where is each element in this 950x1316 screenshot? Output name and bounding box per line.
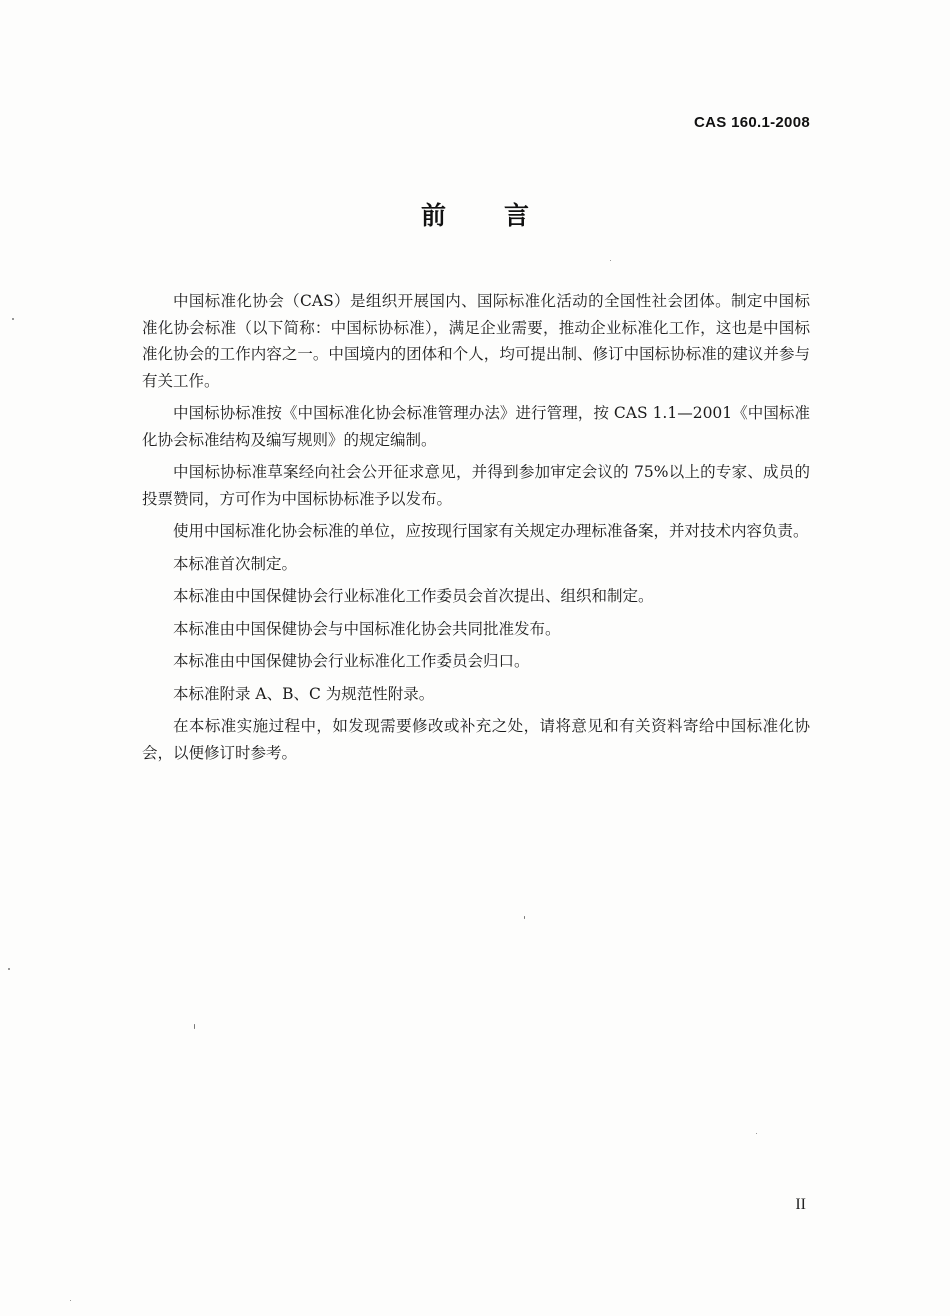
paragraph-usage: 使用中国标准化协会标准的单位，应按现行国家有关规定办理标准备案，并对技术内容负责。: [173, 522, 809, 540]
paragraph-approval: 中国标协标准草案经向社会公开征求意见，并得到参加审定会议的 75%以上的专家、成员的投票赞同，方可作为中国标协标准予以发布。: [142, 463, 810, 508]
page-number: II: [795, 1196, 806, 1213]
paragraph-proposer: 本标准由中国保健协会行业标准化工作委员会首次提出、组织和制定。: [173, 587, 654, 605]
paragraph-first-issue: 本标准首次制定。: [173, 554, 298, 573]
paragraph-annex: 本标准附录 A、B、C 为规范性附录。: [173, 684, 435, 703]
page-title: 前言: [420, 201, 587, 230]
scan-speck: [194, 1024, 195, 1029]
scan-speck: [12, 318, 14, 320]
paragraph-responsible: 本标准由中国保健协会行业标准化工作委员会归口。: [173, 652, 530, 670]
paragraph-feedback: 在本标准实施过程中，如发现需要修改或补充之处，请将意见和有关资料寄给中国标准化协会，以便修订时参考。: [142, 717, 810, 762]
scan-speck: [70, 1300, 71, 1301]
standard-code: CAS 160.1-2008: [694, 114, 810, 131]
scan-speck: [524, 916, 525, 919]
scan-speck: [610, 260, 611, 261]
paragraph-intro: 中国标准化协会（CAS）是组织开展国内、国际标准化活动的全国性社会团体。制定中国标准化协会标准（以下简称：中国标协标准），满足企业需要，推动企业标准化工作，这也是中国标准化协会的工作内容之一。中国境内的团体和个人，均可提出制、修订中国标协标准的建议并参与有关工作。: [142, 292, 810, 390]
scan-speck: [8, 968, 10, 970]
paragraph-publisher: 本标准由中国保健协会与中国标准化协会共同批准发布。: [173, 619, 561, 638]
foreword-body: [142, 288, 810, 772]
scan-speck: [756, 1133, 757, 1134]
paragraph-management: 中国标协标准按《中国标准化协会标准管理办法》进行管理，按 CAS 1.1—2001《中国标准化协会标准结构及编写规则》的规定编制。: [142, 404, 810, 449]
